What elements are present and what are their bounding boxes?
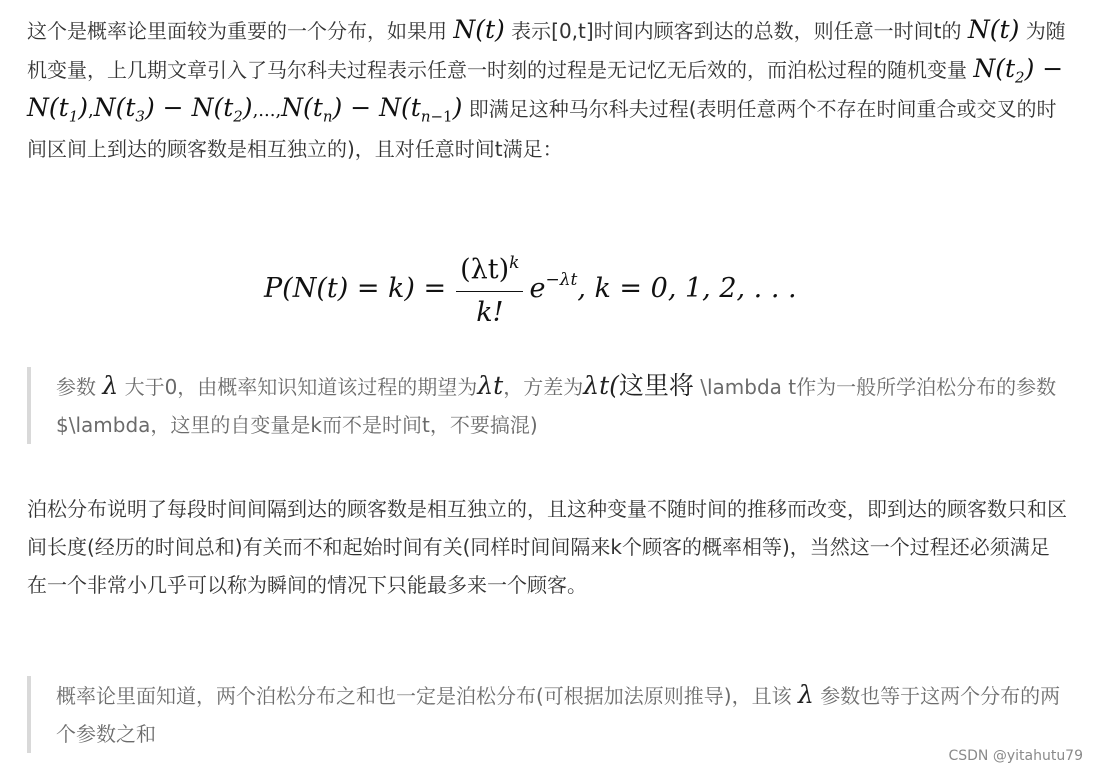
- paragraph-poisson-properties: [27, 490, 1067, 604]
- quote2-text-a: 概率论里面知道，两个泊松分布之和也一定是泊松分布(可根据加法原则推导)，且该: [56, 684, 792, 708]
- quote1-text: [56, 367, 1067, 444]
- csdn-watermark: CSDN @yitahutu79: [948, 748, 1083, 764]
- intro-text-a: 这个是概率论里面较为重要的一个分布，如果用: [27, 19, 447, 43]
- paragraph2-text: 泊松分布说明了每段时间间隔到达的顾客数是相互独立的，且这种变量不随时间的推移而改变，即到达的顾客数只和区间长度(经历的时间总和)有关而不和起始时间有关(同样时间间隔来k个顾客的概率相等)，当然这一个过程还必须满足在一个非常小几乎可以称为瞬间的情况下只能最多来一个顾客。: [27, 497, 1067, 597]
- math-lambda: λ: [102, 371, 119, 400]
- blockquote-parameter-note: [27, 367, 1067, 444]
- math-mean: λt: [477, 371, 504, 400]
- intro-text-d: 即满足这种马尔科夫过程(表明任意两个不存在时间重合或交叉的时间区间上到达的顾客数是相互独立的)，且对任意时间t满足：: [27, 97, 1057, 161]
- intro-text-b: 表示[0,t]时间内顾客到达的总数，则任意一时间t的: [511, 19, 962, 43]
- formula-lhs: P(N(t) = k) =: [264, 272, 447, 304]
- formula-exponential: [529, 269, 578, 304]
- quote1-text-a: 参数: [56, 375, 96, 399]
- quote1-text-d: \lambda t作为一般所学泊松分布的参数$\lambda，这里的自变量是k而不是时间t，不要搞混): [56, 375, 1057, 437]
- math-increments: $N(t_2) - N(t_1),N(t_3) - N(t_2),...,N(t_n) - N(t_{n-1})$: [27, 54, 1064, 126]
- formula-numerator: [456, 246, 523, 292]
- quote1-serif-text: 这里将: [618, 371, 694, 400]
- formula-fraction: [456, 246, 523, 330]
- paragraph-poisson-intro: [27, 11, 1067, 168]
- formula-numerator-base: (λt): [460, 254, 510, 285]
- poisson-pmf-formula: [264, 243, 797, 333]
- formula-tail: , k = 0, 1, 2, . . .: [577, 272, 797, 304]
- quote1-text-b: 大于0，由概率知识知道该过程的期望为: [124, 375, 478, 399]
- formula-exp-base: e: [529, 272, 546, 304]
- quote2-text-b: 参数也等于这两个分布的两个参数之和: [56, 684, 1061, 746]
- blockquote-sum-property: [27, 676, 1067, 753]
- formula-numerator-exponent: k: [509, 253, 520, 273]
- math-n-of-t-2: N(t): [967, 15, 1020, 44]
- math-variance: λt(: [583, 371, 619, 400]
- math-n-of-t: N(t): [453, 15, 505, 44]
- formula-denominator: k!: [476, 297, 504, 328]
- intro-text-c: 为随机变量，上几期文章引入了马尔科夫过程表示任意一时刻的过程是无记忆无后效的，而泊松过程的随机变量: [27, 19, 1066, 82]
- math-lambda-2: λ: [797, 680, 814, 709]
- quote1-text-c: ，方差为: [503, 375, 584, 399]
- formula-exp-power: −λt: [545, 269, 578, 290]
- quote2-text: [56, 676, 1067, 753]
